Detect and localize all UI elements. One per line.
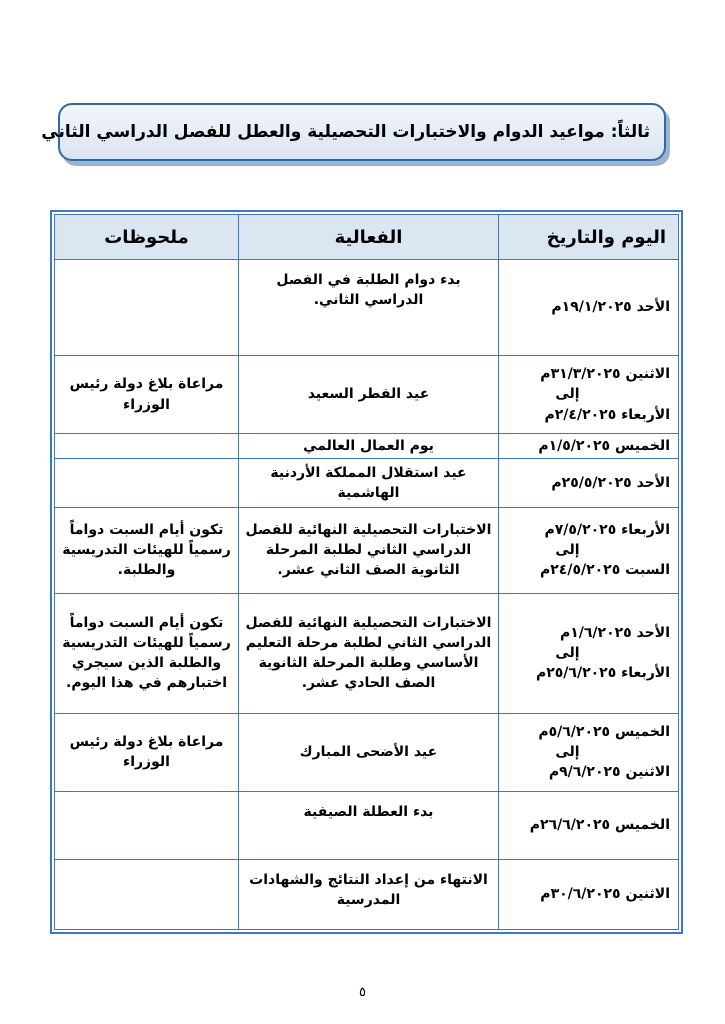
date-cell (499, 356, 679, 434)
table-row (55, 713, 679, 791)
header-event: الفعالية (239, 215, 499, 260)
notes-cell (55, 434, 239, 459)
date-line: إلى (555, 744, 580, 761)
date-line: الأحد ١/٦/٢٠٢٥م (559, 624, 670, 641)
date-cell (499, 791, 679, 859)
table-row (55, 593, 679, 713)
notes-cell: مراعاة بلاغ دولة رئيس الوزراء (55, 356, 239, 434)
date-line: الاثنين ٣٠/٦/٢٠٢٥م (540, 886, 670, 903)
event-cell: بدء دوام الطلبة في الفصل الدراسي الثاني. (239, 260, 499, 356)
table-row (55, 356, 679, 434)
date-cell (499, 859, 679, 929)
event-cell: يوم العمال العالمي (239, 434, 499, 459)
event-cell: بدء العطلة الصيفية (239, 791, 499, 859)
date-line: الخميس ٥/٦/٢٠٢٥م (538, 723, 670, 740)
date-cell (499, 713, 679, 791)
date-cell (499, 593, 679, 713)
event-cell: الاختبارات التحصيلية النهائية للفصل الدراسي الثاني لطلبة المرحلة الثانوية الصف الثاني عشر. (239, 507, 499, 593)
date-line: الأحد ١٩/١/٢٠٢٥م (551, 299, 670, 316)
schedule-table-frame (50, 210, 683, 934)
date-line: الاثنين ٣١/٣/٢٠٢٥م (540, 366, 670, 383)
event-cell: عيد الأضحى المبارك (239, 713, 499, 791)
table-row (55, 507, 679, 593)
section-title: ثالثاً: مواعيد الدوام والاختبارات التحصيلية والعطل للفصل الدراسي الثاني (41, 122, 650, 142)
table-row (55, 859, 679, 929)
notes-cell (55, 791, 239, 859)
date-line: السبت ٢٤/٥/٢٠٢٥م (539, 562, 670, 579)
date-line: الخميس ٢٦/٦/٢٠٢٥م (529, 817, 670, 834)
event-cell: عيد الفطر السعيد (239, 356, 499, 434)
table-row (55, 459, 679, 507)
date-line: الأربعاء ٢٥/٦/٢٠٢٥م (535, 665, 670, 682)
event-cell: الانتهاء من إعداد النتائج والشهادات المدرسية (239, 859, 499, 929)
date-cell (499, 459, 679, 507)
table-row (55, 260, 679, 356)
section-title-banner (41, 103, 666, 161)
schedule-table (54, 214, 679, 930)
notes-cell: تكون أيام السبت دواماً رسمياً للهيئات التدريسية والطلبة الذين سيجري اختبارهم في هذا اليوم. (55, 593, 239, 713)
date-line: إلى (555, 645, 580, 662)
header-date: اليوم والتاريخ (499, 215, 679, 260)
notes-cell (55, 859, 239, 929)
date-line: إلى (555, 541, 580, 558)
notes-cell (55, 459, 239, 507)
date-cell (499, 507, 679, 593)
date-cell (499, 260, 679, 356)
event-cell: الاختبارات التحصيلية النهائية للفصل الدراسي الثاني لطلبة مرحلة التعليم الأساسي وطلبة المرحلة الثانوية الصف الحادي عشر. (239, 593, 499, 713)
table-header-row (55, 215, 679, 260)
table-row (55, 791, 679, 859)
date-line: الاثنين ٩/٦/٢٠٢٥م (548, 764, 670, 781)
notes-cell: تكون أيام السبت دواماً رسمياً للهيئات التدريسية والطلبة. (55, 507, 239, 593)
table-row (55, 434, 679, 459)
date-cell (499, 434, 679, 459)
date-line: إلى (555, 386, 580, 403)
date-line: الأربعاء ٧/٥/٢٠٢٥م (544, 521, 670, 538)
date-line: الأحد ٢٥/٥/٢٠٢٥م (551, 474, 670, 491)
event-cell: عيد استقلال المملكة الأردنية الهاشمية (239, 459, 499, 507)
date-line: الأربعاء ٢/٤/٢٠٢٥م (544, 406, 670, 423)
notes-cell (55, 260, 239, 356)
page-number: ٥ (359, 985, 366, 1000)
notes-cell: مراعاة بلاغ دولة رئيس الوزراء (55, 713, 239, 791)
header-notes: ملحوظات (55, 215, 239, 260)
date-line: الخميس ١/٥/٢٠٢٥م (538, 438, 670, 455)
